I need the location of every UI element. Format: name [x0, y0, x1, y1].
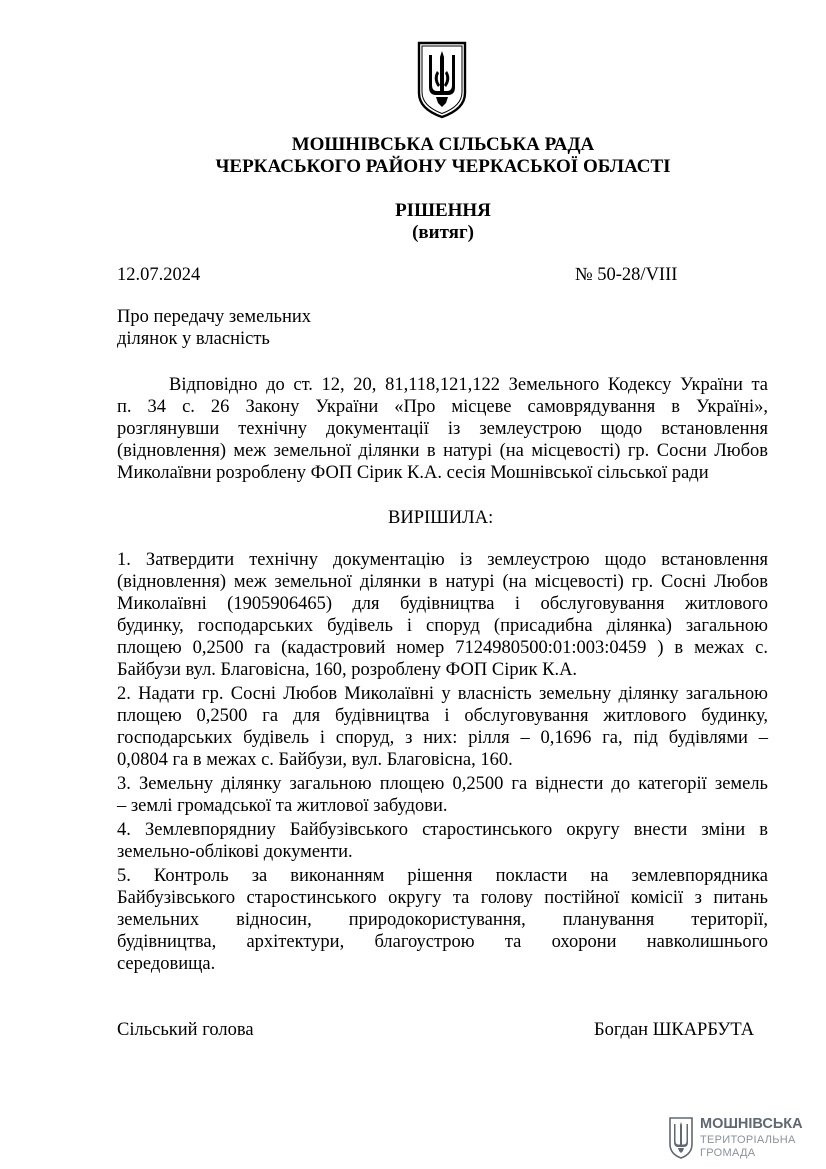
item-line: Байбузи вул. Благовісна, 160, розроблену ФОП Сірик К.А.: [117, 660, 578, 680]
item-line: 0,0804 га в межах с. Байбузи, вул. Благовісна, 160.: [117, 750, 513, 770]
preamble-line: Відповідно до ст. 12, 20, 81,118,121,122 Земельного Кодексу України та: [169, 375, 768, 395]
item-line: – землі громадської та житлової забудови.: [117, 796, 448, 816]
item-line: будинку, господарських будівель і споруд (присадибна ділянка) загальною: [117, 616, 768, 636]
logo-sub-1: ТЕРИТОРІАЛЬНА: [700, 1134, 796, 1146]
decision-date: 12.07.2024: [117, 265, 201, 285]
item-line: площею 0,2500 га для будівництва і обслуговування житлового будинку,: [117, 706, 768, 726]
item-line: господарських будівель і споруд, з них: рілля – 0,1696 га, під будівлями –: [117, 728, 768, 748]
signature-name: Богдан ШКАРБУТА: [594, 1020, 755, 1040]
item-line: 1. Затвердити технічну документацію із землеустрою щодо встановлення: [117, 550, 768, 570]
preamble-line: розглянувши технічну документації із землеустрою щодо встановлення: [117, 419, 768, 439]
trident-logo-icon: [668, 1116, 694, 1160]
preamble-line: (відновлення) меж земельної ділянки в натурі (на місцевості) гр. Сосни Любов: [117, 441, 768, 461]
document-subtype: (витяг): [412, 222, 474, 243]
preamble-line: п. 34 с. 26 Закону України «Про місцеве самоврядування в Україні»,: [117, 397, 768, 417]
item-line: земельно-облікові документи.: [117, 842, 353, 862]
council-name-line1: МОШНІВСЬКА СІЛЬСЬКА РАДА: [291, 134, 595, 155]
decision-number: № 50-28/VIII: [575, 265, 678, 285]
subject-line-2: ділянок у власність: [117, 329, 270, 349]
item-line: 5. Контроль за виконанням рішення покласти на землевпорядника: [117, 866, 768, 886]
item-line: Миколаївні (1905906465) для будівництва і обслуговування житлового: [117, 594, 768, 614]
community-logo: [668, 1114, 808, 1162]
decided-heading: ВИРІШИЛА:: [388, 508, 494, 528]
item-line: 3. Земельну ділянку загальною площею 0,2500 га віднести до категорії земель: [117, 774, 768, 794]
item-line: площею 0,2500 га (кадастровий номер 7124980500:01:003:0459 ) в межах с.: [117, 638, 768, 658]
item-line: будівництва, архітектури, благоустрою та охорони навколишнього: [117, 932, 768, 952]
item-line: земельних відносин, природокористування, планування території,: [117, 910, 768, 930]
item-line: 4. Землевпорядниу Байбузівського старостинського округу внести зміни в: [117, 820, 768, 840]
council-name-line2: ЧЕРКАСЬКОГО РАЙОНУ ЧЕРКАСЬКОЇ ОБЛАСТІ: [215, 156, 671, 177]
item-line: Байбузівського старостинського округу та голову постійної комісії з питань: [117, 888, 768, 908]
item-line: 2. Надати гр. Сосні Любов Миколаївні у власність земельну ділянку загальною: [117, 684, 768, 704]
logo-sub-2: ГРОМАДА: [700, 1147, 756, 1159]
item-line: середовища.: [117, 954, 216, 974]
coat-of-arms-icon: [416, 41, 468, 119]
preamble-line: Миколаївни розроблену ФОП Сірик К.А. сесія Мошнівської сільської ради: [117, 463, 709, 483]
document-type: РІШЕННЯ: [395, 200, 491, 221]
subject-line-1: Про передачу земельних: [117, 307, 312, 327]
item-line: (відновлення) меж земельної ділянки в натурі (на місцевості) гр. Сосні Любов: [117, 572, 768, 592]
signature-position: Сільський голова: [117, 1020, 254, 1040]
logo-name: МОШНІВСЬКА: [700, 1116, 803, 1132]
